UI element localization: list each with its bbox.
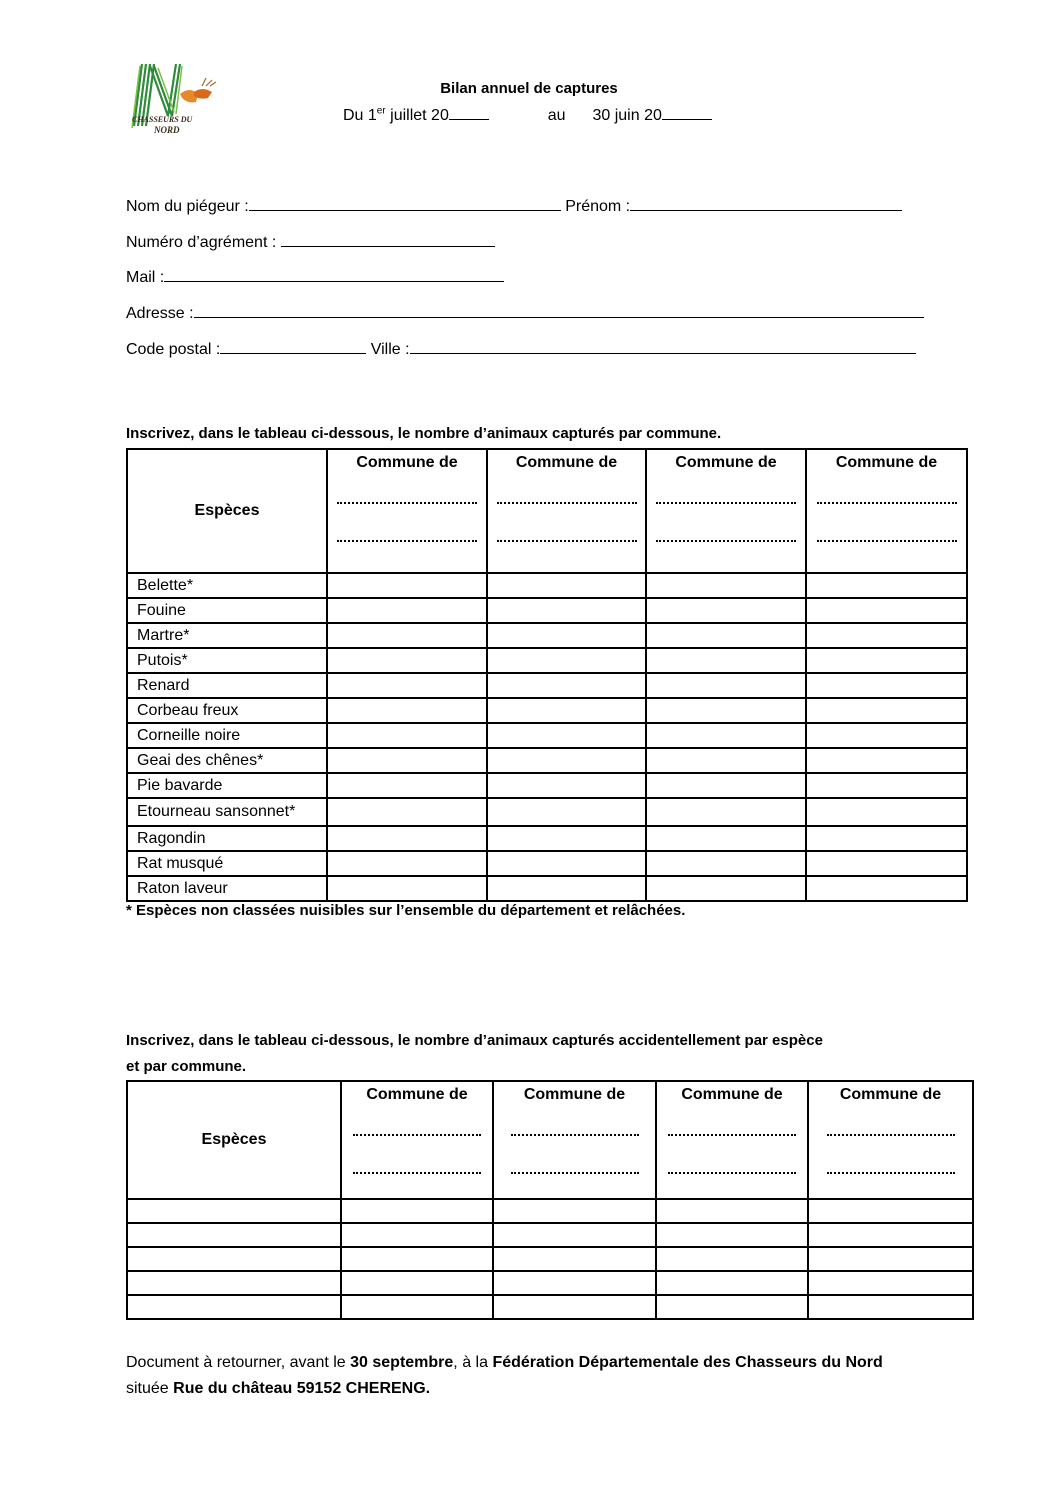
capture-count-cell[interactable]: [808, 1199, 973, 1223]
capture-count-cell[interactable]: [808, 1271, 973, 1295]
commune-name-blank[interactable]: [353, 1134, 481, 1136]
capture-count-cell[interactable]: [327, 826, 487, 851]
capture-count-cell[interactable]: [341, 1295, 493, 1319]
prenom-label: Prénom :: [565, 198, 631, 215]
capture-count-cell[interactable]: [327, 798, 487, 826]
table2-instruction-line2: et par commune.: [126, 1058, 247, 1075]
commune-label: Commune de: [515, 454, 618, 471]
species-name: Etourneau sansonnet*: [127, 798, 327, 826]
capture-count-cell[interactable]: [646, 748, 806, 773]
species-name: Raton laveur: [127, 876, 327, 901]
capture-count-cell[interactable]: [646, 876, 806, 901]
commune-name-blank[interactable]: [817, 540, 957, 542]
period-from-prefix: Du 1: [343, 107, 377, 124]
species-entry-cell[interactable]: [127, 1199, 341, 1223]
commune-name-blank[interactable]: [337, 540, 477, 542]
period-to-label: au: [547, 107, 566, 124]
species-row: [127, 826, 967, 851]
capture-count-cell[interactable]: [808, 1295, 973, 1319]
capture-count-cell[interactable]: [493, 1271, 656, 1295]
species-row: [127, 798, 967, 826]
period-from-suffix: juillet 20: [385, 107, 449, 124]
footer-text-3: située: [126, 1380, 174, 1397]
logo-text-line1: CHASSEURS DU: [132, 115, 193, 124]
capture-count-cell[interactable]: [341, 1247, 493, 1271]
species-row: [127, 851, 967, 876]
capture-count-cell[interactable]: [327, 698, 487, 723]
capture-count-cell[interactable]: [806, 648, 967, 673]
adresse-label: Adresse :: [126, 305, 194, 322]
table2-commune-header: [493, 1081, 656, 1199]
code-postal-label: Code postal :: [126, 341, 221, 358]
table1-commune-header: [646, 449, 806, 573]
nom-field[interactable]: [249, 195, 561, 211]
commune-name-blank[interactable]: [511, 1134, 639, 1136]
agrement-label: Numéro d’agrément :: [126, 234, 277, 251]
capture-count-cell[interactable]: [327, 673, 487, 698]
capture-count-cell[interactable]: [646, 648, 806, 673]
capture-count-cell[interactable]: [327, 598, 487, 623]
commune-label: Commune de: [366, 1086, 468, 1103]
capture-count-cell[interactable]: [656, 1199, 808, 1223]
capture-count-cell[interactable]: [327, 723, 487, 748]
capture-count-cell[interactable]: [327, 623, 487, 648]
commune-name-blank[interactable]: [511, 1172, 639, 1174]
ville-label: Ville :: [370, 341, 410, 358]
table2-commune-header: [656, 1081, 808, 1199]
species-name: Renard: [127, 673, 327, 698]
footer-address: Rue du château 59152 CHERENG.: [173, 1380, 431, 1397]
species-name: Ragondin: [127, 826, 327, 851]
nom-prenom-row: [126, 195, 902, 216]
accidental-row: [127, 1199, 973, 1223]
species-row: [127, 673, 967, 698]
capture-count-cell[interactable]: [327, 851, 487, 876]
commune-name-blank[interactable]: [827, 1134, 955, 1136]
capture-count-cell[interactable]: [487, 623, 646, 648]
commune-name-blank[interactable]: [497, 540, 637, 542]
capture-count-cell[interactable]: [493, 1247, 656, 1271]
capture-count-cell[interactable]: [646, 851, 806, 876]
table1-header-row: [127, 449, 967, 573]
species-entry-cell[interactable]: [127, 1271, 341, 1295]
capture-count-cell[interactable]: [327, 573, 487, 598]
species-row: [127, 598, 967, 623]
accidental-row: [127, 1295, 973, 1319]
capture-count-cell[interactable]: [646, 773, 806, 798]
table1-species-header: Espèces: [127, 449, 327, 573]
capture-count-cell[interactable]: [493, 1223, 656, 1247]
capture-count-cell[interactable]: [806, 573, 967, 598]
capture-count-cell[interactable]: [487, 723, 646, 748]
species-row: [127, 698, 967, 723]
species-entry-cell[interactable]: [127, 1295, 341, 1319]
commune-name-blank[interactable]: [817, 502, 957, 504]
period-to-text: 30 juin 20: [592, 107, 662, 124]
commune-label: Commune de: [675, 454, 777, 471]
commune-name-blank[interactable]: [827, 1172, 955, 1174]
capture-count-cell[interactable]: [487, 673, 646, 698]
capture-count-cell[interactable]: [646, 723, 806, 748]
species-row: [127, 648, 967, 673]
capture-count-cell[interactable]: [487, 798, 646, 826]
capture-count-cell[interactable]: [646, 598, 806, 623]
capture-count-cell[interactable]: [493, 1295, 656, 1319]
capture-count-cell[interactable]: [806, 851, 967, 876]
species-row: [127, 623, 967, 648]
capture-count-cell[interactable]: [487, 573, 646, 598]
capture-count-cell[interactable]: [341, 1271, 493, 1295]
capture-count-cell[interactable]: [806, 623, 967, 648]
capture-count-cell[interactable]: [487, 748, 646, 773]
capture-count-cell[interactable]: [656, 1295, 808, 1319]
code-postal-field[interactable]: [220, 338, 366, 354]
capture-count-cell[interactable]: [806, 598, 967, 623]
commune-name-blank[interactable]: [668, 1134, 796, 1136]
return-instructions: [126, 1350, 926, 1402]
capture-count-cell[interactable]: [646, 826, 806, 851]
capture-count-cell[interactable]: [341, 1223, 493, 1247]
capture-count-cell[interactable]: [806, 798, 967, 826]
commune-label: Commune de: [356, 454, 458, 471]
footer-text-1: Document à retourner, avant le: [126, 1354, 351, 1371]
species-name: Corneille noire: [127, 723, 327, 748]
table1-commune-header: [487, 449, 646, 573]
capture-count-cell[interactable]: [487, 773, 646, 798]
species-name: Putois*: [127, 648, 327, 673]
document-title: Bilan annuel de captures: [440, 80, 618, 97]
capture-count-cell[interactable]: [646, 673, 806, 698]
captures-table: [126, 448, 968, 902]
table2-instruction-line1: Inscrivez, dans le tableau ci-dessous, le nombre d’animaux capturés accidentellement par espèce: [126, 1032, 823, 1049]
capture-count-cell[interactable]: [487, 851, 646, 876]
logo-graphic: [124, 56, 220, 140]
footer-date: 30 septembre: [350, 1354, 454, 1371]
table1-instruction: Inscrivez, dans le tableau ci-dessous, le nombre d’animaux capturés par commune.: [126, 425, 722, 442]
capture-count-cell[interactable]: [808, 1247, 973, 1271]
cp-ville-row: [126, 338, 916, 359]
species-name: Pie bavarde: [127, 773, 327, 798]
species-row: [127, 748, 967, 773]
capture-count-cell[interactable]: [327, 748, 487, 773]
capture-count-cell[interactable]: [656, 1247, 808, 1271]
capture-count-cell[interactable]: [493, 1199, 656, 1223]
year-to-blank[interactable]: [662, 105, 712, 120]
mail-field[interactable]: [164, 266, 504, 282]
chasseurs-du-nord-logo: [124, 56, 220, 140]
commune-name-blank[interactable]: [656, 502, 796, 504]
commune-label: Commune de: [681, 1086, 783, 1103]
commune-name-blank[interactable]: [337, 502, 477, 504]
capture-count-cell[interactable]: [646, 573, 806, 598]
capture-count-cell[interactable]: [808, 1223, 973, 1247]
commune-name-blank[interactable]: [353, 1172, 481, 1174]
species-name: Belette*: [127, 573, 327, 598]
commune-name-blank[interactable]: [668, 1172, 796, 1174]
footer-text-2: , à la: [453, 1354, 493, 1371]
commune-name-blank[interactable]: [497, 502, 637, 504]
species-name: Corbeau freux: [127, 698, 327, 723]
accidental-row: [127, 1223, 973, 1247]
agrement-row: [126, 231, 495, 252]
capture-count-cell[interactable]: [806, 698, 967, 723]
agrement-field[interactable]: [281, 231, 495, 247]
table1-commune-header: [327, 449, 487, 573]
capture-count-cell[interactable]: [806, 748, 967, 773]
capture-count-cell[interactable]: [487, 598, 646, 623]
mail-row: [126, 266, 504, 287]
table1-commune-header: [806, 449, 967, 573]
year-from-blank[interactable]: [449, 105, 489, 120]
mail-label: Mail :: [126, 269, 165, 286]
species-row: [127, 773, 967, 798]
nom-label: Nom du piégeur :: [126, 198, 249, 215]
capture-count-cell[interactable]: [806, 876, 967, 901]
species-row: [127, 876, 967, 901]
table2-commune-header: [341, 1081, 493, 1199]
accidental-captures-table: [126, 1080, 974, 1320]
species-name: Fouine: [127, 598, 327, 623]
capture-count-cell[interactable]: [656, 1271, 808, 1295]
commune-label: Commune de: [839, 1086, 942, 1103]
capture-count-cell[interactable]: [341, 1199, 493, 1223]
species-row: [127, 723, 967, 748]
capture-count-cell[interactable]: [327, 876, 487, 901]
adresse-field[interactable]: [194, 302, 924, 318]
commune-label: Commune de: [523, 1086, 626, 1103]
table2-species-header: Espèces: [127, 1081, 341, 1199]
capture-count-cell[interactable]: [487, 698, 646, 723]
footer-organisation: Fédération Départementale des Chasseurs du Nord: [492, 1354, 883, 1371]
capture-count-cell[interactable]: [646, 698, 806, 723]
ville-field[interactable]: [410, 338, 916, 354]
capture-count-cell[interactable]: [487, 876, 646, 901]
capture-count-cell[interactable]: [327, 648, 487, 673]
accidental-row: [127, 1247, 973, 1271]
species-name: Martre*: [127, 623, 327, 648]
capture-count-cell[interactable]: [656, 1223, 808, 1247]
species-entry-cell[interactable]: [127, 1223, 341, 1247]
accidental-row: [127, 1271, 973, 1295]
adresse-row: [126, 302, 924, 323]
capture-count-cell[interactable]: [487, 648, 646, 673]
species-name: Geai des chênes*: [127, 748, 327, 773]
species-row: [127, 573, 967, 598]
species-entry-cell[interactable]: [127, 1247, 341, 1271]
capture-count-cell[interactable]: [806, 773, 967, 798]
table2-commune-header: [808, 1081, 973, 1199]
capture-count-cell[interactable]: [806, 673, 967, 698]
prenom-field[interactable]: [630, 195, 902, 211]
capture-count-cell[interactable]: [806, 826, 967, 851]
capture-count-cell[interactable]: [806, 723, 967, 748]
table2-header-row: [127, 1081, 973, 1199]
logo-text-line2: NORD: [154, 125, 180, 135]
commune-name-blank[interactable]: [656, 540, 796, 542]
capture-count-cell[interactable]: [646, 798, 806, 826]
table1-footnote: * Espèces non classées nuisibles sur l’ensemble du département et relâchées.: [126, 902, 686, 919]
capture-count-cell[interactable]: [646, 623, 806, 648]
period-from-sup: er: [376, 105, 386, 117]
capture-count-cell[interactable]: [487, 826, 646, 851]
commune-label: Commune de: [835, 454, 938, 471]
species-name: Rat musqué: [127, 851, 327, 876]
period-line: [343, 105, 712, 125]
capture-count-cell[interactable]: [327, 773, 487, 798]
